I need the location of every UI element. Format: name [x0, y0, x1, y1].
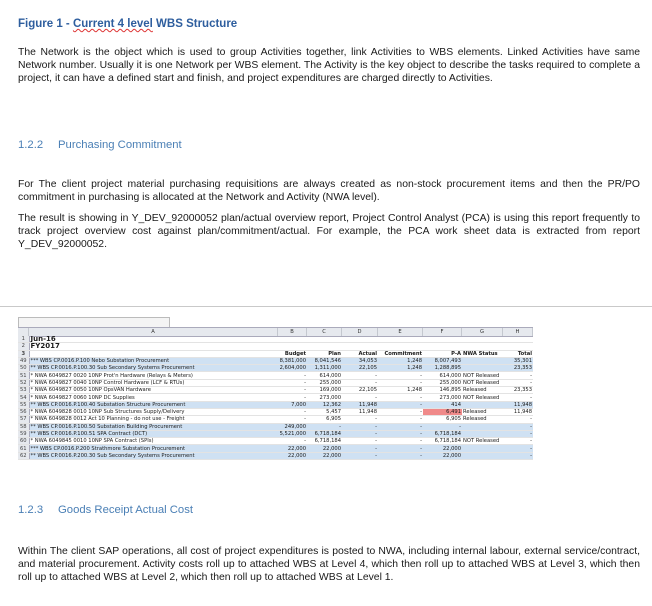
table-cell: [278, 336, 307, 343]
table-cell: 22,000: [278, 452, 307, 459]
table-cell: 273,000: [423, 394, 462, 401]
row-number: 3: [18, 350, 29, 357]
table-cell: * NWA 6049827 0040 10NP Control Hardware (LCF & RTUs): [29, 379, 278, 386]
column-header: B: [278, 328, 307, 336]
table-cell: 6,718,184: [423, 430, 462, 437]
table-cell: NWA Status: [462, 350, 503, 357]
table-row: [18, 408, 533, 415]
table-cell: [378, 343, 423, 350]
table-cell: 6,718,184: [423, 438, 462, 445]
table-row: [18, 445, 533, 452]
section-number: 1.2.2: [18, 139, 44, 151]
table-cell: [503, 343, 533, 350]
table-cell: 35,301: [503, 357, 533, 364]
table-cell: * NWA 6049845 0010 10NP SPA Contract (SPIs): [29, 438, 278, 445]
table-row: [18, 394, 533, 401]
table-cell: * NWA 6049827 0020 10NP Prot'n Hardware (Relays & Meters): [29, 372, 278, 379]
table-row: [18, 387, 533, 394]
table-cell: -: [378, 416, 423, 423]
table-cell: -: [378, 445, 423, 452]
row-number: 55: [18, 401, 29, 408]
table-cell: -: [503, 445, 533, 452]
table-cell: 1,248: [378, 365, 423, 372]
table-cell: -: [278, 394, 307, 401]
table-cell: -: [342, 394, 378, 401]
table-cell: -: [503, 372, 533, 379]
table-cell: 11,948: [342, 408, 378, 415]
section-title: Purchasing Commitment: [58, 139, 182, 151]
table-cell: -: [378, 430, 423, 437]
table-cell: 22,000: [307, 445, 342, 452]
table-cell: 22,000: [307, 452, 342, 459]
table-cell: Released: [462, 416, 503, 423]
table-cell: -: [503, 423, 533, 430]
table-cell: Released: [462, 408, 503, 415]
table-cell: 6,905: [423, 416, 462, 423]
table-cell: NOT Released: [462, 438, 503, 445]
table-cell: [462, 343, 503, 350]
table-cell: -: [503, 430, 533, 437]
table-row: [18, 416, 533, 423]
column-header: D: [342, 328, 378, 336]
table-cell: * NWA 6049827 0060 10NP DC Supplies: [29, 394, 278, 401]
spreadsheet-screenshot: [18, 317, 533, 467]
divider: [0, 306, 652, 307]
table-row: [18, 350, 533, 357]
table-cell: FY2017: [29, 343, 278, 350]
table-cell: 11,948: [342, 401, 378, 408]
table-cell: ** WBS CP.0016.P.100.30 Sub Secondary Systems Procurement: [29, 365, 278, 372]
table-cell: -: [342, 372, 378, 379]
table-cell: Total: [503, 350, 533, 357]
table-cell: 7,000: [278, 401, 307, 408]
table-cell: 1,311,000: [307, 365, 342, 372]
section-title: Goods Receipt Actual Cost: [58, 504, 194, 516]
table-cell: 6,718,184: [307, 438, 342, 445]
table-cell: [29, 350, 278, 357]
table-cell: -: [278, 416, 307, 423]
table-cell: 6,491: [423, 408, 462, 415]
table-cell: 23,353: [503, 387, 533, 394]
table-cell: Released: [462, 387, 503, 394]
table-cell: P-A: [423, 350, 462, 357]
table-cell: 11,948: [503, 408, 533, 415]
table-cell: -: [278, 372, 307, 379]
table-cell: [503, 336, 533, 343]
table-cell: 2,604,000: [279, 365, 306, 372]
table-cell: 5,457: [307, 408, 342, 415]
row-number: 51: [18, 372, 29, 379]
table-cell: [462, 423, 503, 430]
table-cell: [462, 357, 503, 364]
table-cell: 22,000: [278, 445, 307, 452]
table-cell: -: [342, 416, 378, 423]
row-number: 60: [18, 438, 29, 445]
table-cell: 34,053: [342, 357, 378, 364]
table-cell: -: [342, 438, 378, 445]
table-cell: ** WBS CP.0016.P.200.30 Sub Secondary Systems Procurement: [29, 452, 278, 459]
row-number: 52: [18, 379, 29, 386]
table-cell: -: [278, 387, 307, 394]
table-cell: * NWA 6049828 0012 Act 10 Planning - do not use - Freight: [29, 416, 278, 423]
paragraph-purchasing: For The client project material purchasing requisitions are always created as non-stock procurement items and then the PR/PO commitment in purchasing is allocated at the Network and Activity (NWA level).: [18, 179, 640, 203]
table-cell: [342, 336, 378, 343]
table-cell: [462, 452, 503, 459]
table-cell: -: [503, 394, 533, 401]
table-cell: [423, 336, 462, 343]
table-row: [18, 430, 533, 437]
table-cell: Actual: [342, 350, 378, 357]
row-number: 61: [18, 445, 29, 452]
table-cell: [278, 343, 307, 350]
paragraph-goods-receipt: Within The client SAP operations, all cost of project expenditures is posted to NWA, including internal labour, external service/contract, and material procurement. Activity costs roll up to attached WBS at Level 4, which then roll up to attached WBS at Level 3, which then roll up to attached WBS at Level 2, which then roll up to attached WBS at Level 1.: [18, 546, 640, 583]
row-number: 59: [18, 430, 29, 437]
table-cell: ** WBS CP.0016.P.100.51 SPA Contract (DCT): [29, 430, 278, 437]
table-cell: NOT Released: [462, 394, 503, 401]
table-cell: 12,362: [307, 401, 342, 408]
table-cell: [378, 336, 423, 343]
table-cell: -: [278, 408, 307, 415]
table-cell: -: [342, 445, 378, 452]
table-cell: -: [278, 438, 307, 445]
table-cell: [342, 343, 378, 350]
table-cell: [462, 430, 503, 437]
table-cell: -: [378, 394, 423, 401]
table-cell: *** WBS CP.0016.P.100 Nebo Substation Procurement: [29, 357, 278, 364]
table-cell: ** WBS CP.0016.P.100.50 Substation Building Procurement: [29, 423, 278, 430]
table-cell: -: [378, 438, 423, 445]
corner-cell: [18, 328, 29, 336]
table-cell: [307, 336, 342, 343]
table-cell: 614,000: [307, 372, 342, 379]
table-cell: 8,007,493: [423, 357, 462, 364]
table-cell: 614,000: [423, 372, 462, 379]
table-cell: [462, 365, 503, 372]
figure-caption: [18, 18, 237, 30]
table-cell: * NWA 6049827 0050 10NP OpsVAN Hardware: [29, 387, 278, 394]
table-cell: NOT Released: [462, 379, 503, 386]
table-cell: 146,895: [423, 387, 462, 394]
table-cell: -: [378, 423, 423, 430]
table-cell: 6,718,184: [307, 430, 342, 437]
table-cell: -: [503, 379, 533, 386]
table-row: [18, 423, 533, 430]
table-cell: 1,288,895: [423, 365, 462, 372]
row-number: 62: [18, 452, 29, 459]
table-cell: 22,105: [342, 365, 378, 372]
table-cell: -: [278, 379, 307, 386]
table-cell: 255,000: [307, 379, 342, 386]
row-number: 58: [18, 423, 29, 430]
table-cell: 8,041,546: [307, 357, 342, 364]
section-number: 1.2.3: [18, 504, 44, 516]
table-row: [18, 372, 533, 379]
table-cell: 22,000: [423, 445, 462, 452]
table-row: [18, 365, 533, 372]
table-cell: 273,000: [307, 394, 342, 401]
table-cell: *** WBS CP.0016.P.200 Strathmore Substation Procurement: [29, 445, 278, 452]
table-cell: Plan: [307, 350, 342, 357]
table-cell: 5,521,000: [279, 431, 306, 437]
section-heading-goods-receipt: [18, 504, 193, 516]
table-cell: 255,000: [423, 379, 462, 386]
row-number: 1: [18, 336, 29, 343]
table-cell: -: [342, 423, 378, 430]
row-number: 56: [18, 408, 29, 415]
table-row: [18, 357, 533, 364]
table-cell: -: [378, 408, 423, 415]
table-cell: 1,248: [378, 387, 423, 394]
table-cell: -: [378, 452, 423, 459]
table-cell: -: [503, 452, 533, 459]
column-header: A: [29, 328, 278, 336]
formula-bar: [18, 317, 170, 327]
table-row: [18, 336, 533, 343]
table-cell: -: [378, 401, 423, 408]
table-cell: [307, 343, 342, 350]
table-cell: 414: [423, 401, 462, 408]
table-cell: NOT Released: [462, 372, 503, 379]
sheet-grid: [18, 336, 533, 460]
row-number: 49: [18, 357, 29, 364]
column-header: F: [423, 328, 462, 336]
figure-caption-underlined: Current 4 level: [72, 18, 153, 30]
table-cell: Budget: [278, 350, 307, 357]
table-cell: -: [378, 372, 423, 379]
table-cell: 22,105: [342, 387, 378, 394]
section-heading-purchasing: [18, 139, 182, 151]
table-cell: 22,000: [423, 452, 462, 459]
table-cell: -: [342, 379, 378, 386]
row-number: 53: [18, 387, 29, 394]
table-cell: 11,948: [503, 401, 533, 408]
table-row: [18, 379, 533, 386]
table-cell: -: [342, 452, 378, 459]
table-cell: -: [503, 438, 533, 445]
row-number: 50: [18, 365, 29, 372]
row-number: 54: [18, 394, 29, 401]
paragraph-report: The result is showing in Y_DEV_92000052 plan/actual overview report, Project Control Analyst (PCA) is using this report frequently to track project overview cost against plan/commitment/actual. For example, the PCA work sheet data is extracted from report Y_DEV_92000052.: [18, 213, 640, 250]
table-cell: 249,000: [278, 423, 307, 430]
paragraph-network: The Network is the object which is used to group Activities together, link Activities to WBS elements. Linked Activities have same Network number. Usually it is one Network per WBS element. The Activity is the key object to describe the tasks required to complete a project, it can have a defined start and finish, and project expenditures are charged directly to Activities.: [18, 47, 640, 84]
figure-caption-prefix: Figure 1 -: [18, 18, 73, 30]
table-row: [18, 452, 533, 459]
table-cell: Jun-16: [29, 336, 278, 343]
table-cell: -: [378, 379, 423, 386]
table-cell: 8,381,000: [279, 358, 306, 365]
column-header: E: [378, 328, 423, 336]
table-cell: -: [423, 423, 462, 430]
table-row: [18, 438, 533, 445]
table-cell: -: [503, 416, 533, 423]
column-header: C: [307, 328, 342, 336]
table-cell: -: [307, 423, 342, 430]
table-cell: -: [342, 430, 378, 437]
table-cell: [462, 336, 503, 343]
table-row: [18, 401, 533, 408]
row-number: 2: [18, 343, 29, 350]
table-cell: 23,353: [503, 365, 533, 372]
table-cell: 6,905: [307, 416, 342, 423]
table-row: [18, 343, 533, 350]
figure-caption-suffix: WBS Structure: [152, 18, 238, 30]
table-cell: 1,248: [378, 357, 423, 364]
row-number: 57: [18, 416, 29, 423]
table-cell: [462, 445, 503, 452]
column-header: G: [462, 328, 503, 336]
column-header: H: [503, 328, 533, 336]
table-cell: ** WBS CP.0016.P.100.40 Substation Structure Procurement: [29, 401, 278, 408]
table-cell: 169,000: [307, 387, 342, 394]
table-cell: [423, 343, 462, 350]
table-cell: [462, 401, 503, 408]
table-cell: * NWA 6049828 0010 10NP Sub Structures Supply/Delivery: [29, 408, 278, 415]
table-cell: Commitment: [378, 350, 423, 357]
